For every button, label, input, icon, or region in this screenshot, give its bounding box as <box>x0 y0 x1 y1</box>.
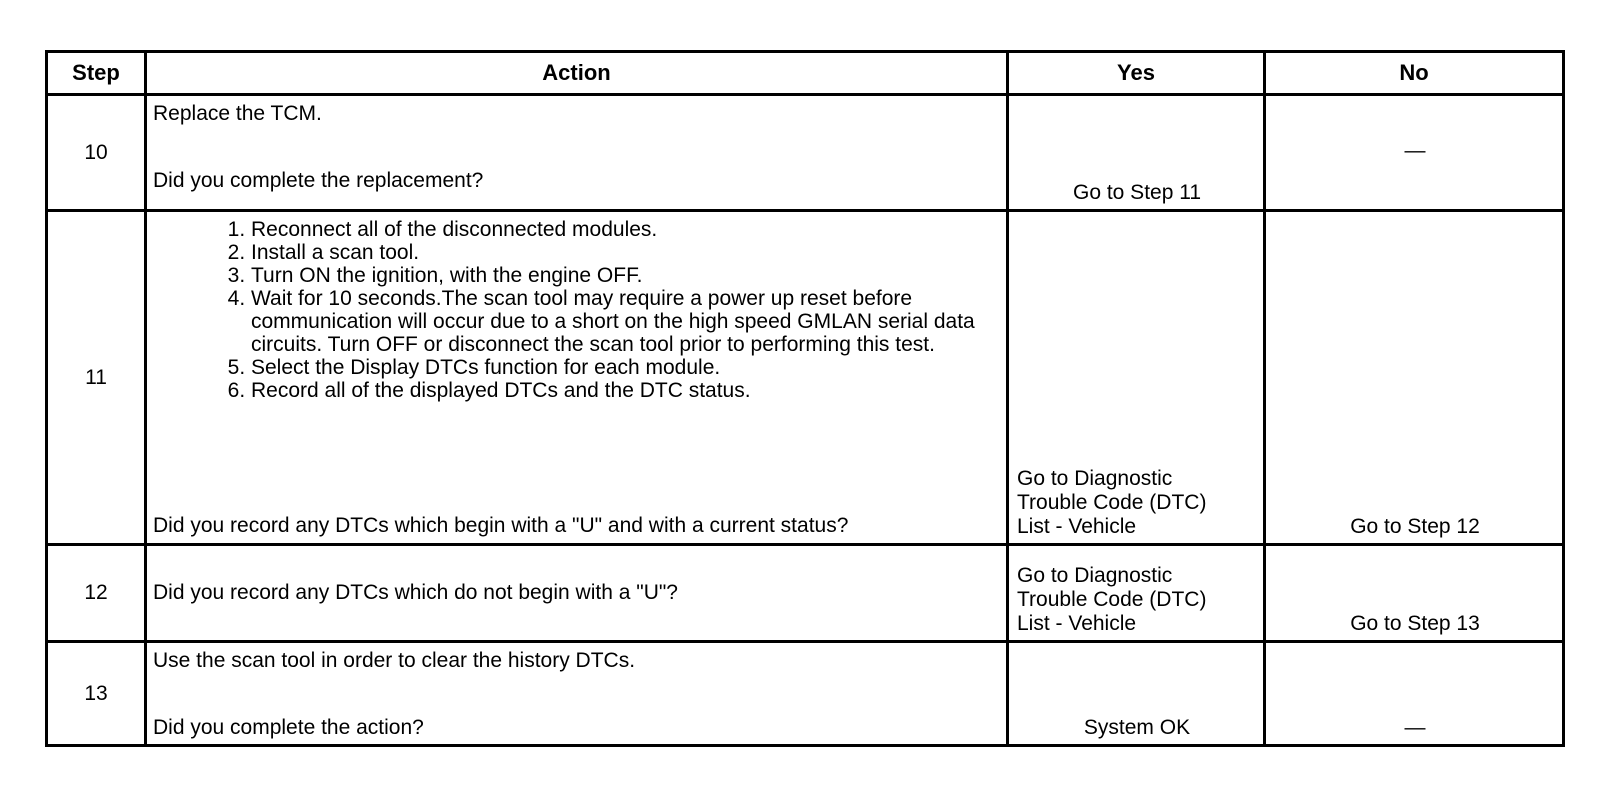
header-step: Step <box>47 52 146 95</box>
header-row <box>47 52 1564 95</box>
yes-result: Go to Step 11 <box>1008 95 1265 211</box>
action-question: Did you complete the replacement? <box>153 169 484 192</box>
action-question: Did you complete the action? <box>153 716 424 739</box>
no-result: Go to Step 13 <box>1265 545 1564 642</box>
table-row <box>47 642 1564 746</box>
step-number: 10 <box>47 95 146 211</box>
step-number: 11 <box>47 211 146 545</box>
yes-result: System OK <box>1008 642 1265 746</box>
list-item: 3. Turn ON the ignition, with the engine OFF. <box>251 264 998 287</box>
list-item: 4. Wait for 10 seconds.The scan tool may require a power up reset before communication will occur due to a short on the high speed GMLAN serial data circuits. Turn OFF or disconnect the scan tool prior to performing this test. <box>251 287 998 356</box>
yes-result: Go to Diagnostic Trouble Code (DTC) List - Vehicle <box>1008 211 1265 545</box>
no-result: — <box>1265 95 1564 211</box>
step-number: 13 <box>47 642 146 746</box>
step-number: 12 <box>47 545 146 642</box>
table-row <box>47 545 1564 642</box>
list-item: 1. Reconnect all of the disconnected modules. <box>251 218 998 241</box>
action-steps-list <box>201 218 998 402</box>
action-question: Did you record any DTCs which do not begin with a "U"? <box>153 581 678 604</box>
action-cell <box>146 642 1008 746</box>
action-question: Did you record any DTCs which begin with a "U" and with a current status? <box>153 514 849 537</box>
header-no: No <box>1265 52 1564 95</box>
action-intro: Use the scan tool in order to clear the history DTCs. <box>153 649 636 672</box>
action-cell <box>146 545 1008 642</box>
action-cell <box>146 95 1008 211</box>
list-item: 2. Install a scan tool. <box>251 241 998 264</box>
header-yes: Yes <box>1008 52 1265 95</box>
no-result: — <box>1265 642 1564 746</box>
table-row <box>47 211 1564 545</box>
list-item: 6. Record all of the displayed DTCs and the DTC status. <box>251 379 998 402</box>
table-row <box>47 95 1564 211</box>
action-intro: Replace the TCM. <box>153 102 322 125</box>
no-result: Go to Step 12 <box>1265 211 1564 545</box>
list-item: 5. Select the Display DTCs function for each module. <box>251 356 998 379</box>
diagnostic-table <box>45 50 1565 747</box>
yes-result: Go to Diagnostic Trouble Code (DTC) List - Vehicle <box>1008 545 1265 642</box>
header-action: Action <box>146 52 1008 95</box>
action-cell <box>146 211 1008 545</box>
